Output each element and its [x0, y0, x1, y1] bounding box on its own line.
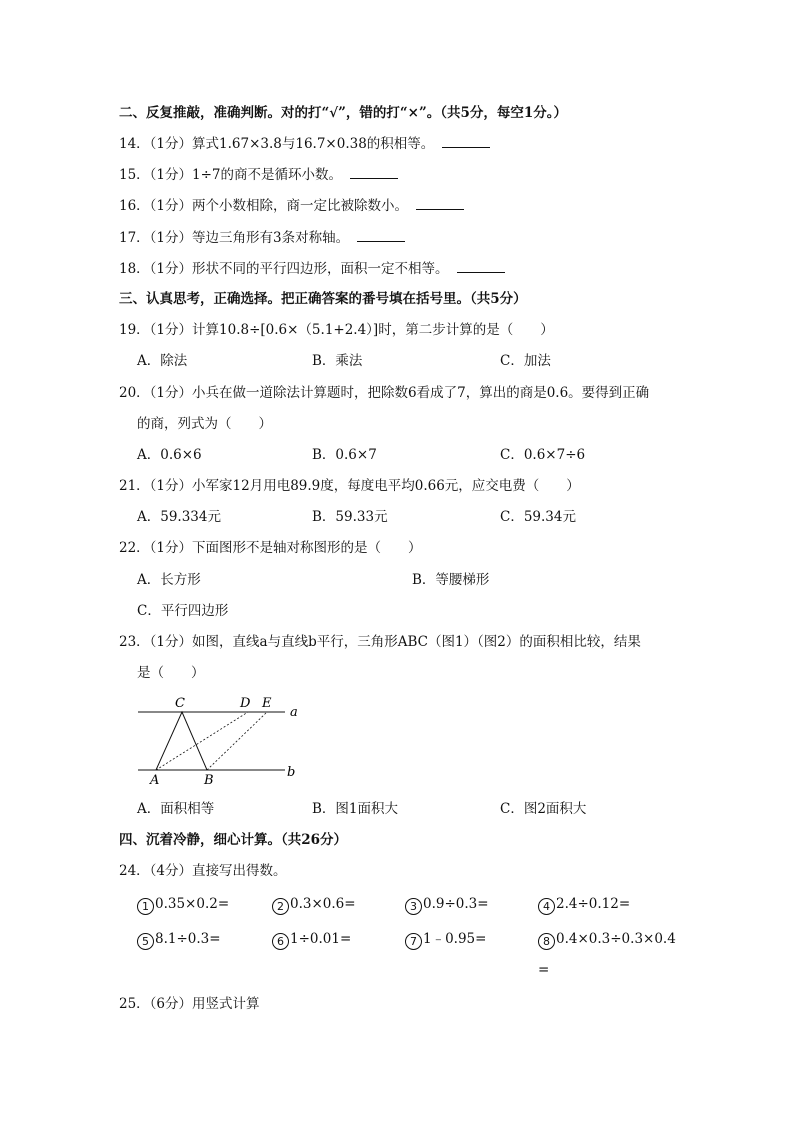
question-24: 24．（4分）直接写出得数。 — [119, 863, 287, 879]
label-e: E — [262, 696, 272, 711]
circled-number: 3 — [405, 898, 422, 915]
question-20-cont: 的商，列式为（ ） — [137, 416, 272, 432]
question-16 — [119, 197, 464, 215]
question-23-cont: 是（ ） — [137, 665, 205, 681]
option-b[interactable]: B．等腰梯形 — [412, 572, 490, 588]
option-b[interactable]: B．59.33元 — [312, 509, 388, 525]
label-a-point: A — [150, 773, 160, 788]
parallel-lines-figure — [130, 690, 310, 790]
calc-item-8 — [538, 930, 676, 950]
question-15 — [119, 166, 398, 184]
label-d: D — [240, 696, 251, 711]
option-c[interactable]: C．平行四边形 — [137, 603, 229, 619]
dashed-line-be — [207, 712, 267, 770]
calc-expression: 1÷0.01= — [290, 931, 352, 947]
question-25: 25．（6分）用竖式计算 — [119, 996, 260, 1012]
circled-number: 1 — [137, 898, 154, 915]
dashed-line-ad — [156, 712, 248, 770]
option-c[interactable]: C．0.6×7÷6 — [500, 447, 586, 463]
option-b[interactable]: B．图1面积大 — [312, 801, 399, 817]
question-21: 21．（1分）小军家12月用电89.9度，每度电平均0.66元，应交电费（ ） — [119, 478, 580, 494]
label-b-line: b — [287, 765, 296, 780]
circled-number: 8 — [538, 933, 555, 950]
question-text: 14．（1分）算式1.67×3.8与16.7×0.38的积相等。 — [119, 136, 435, 152]
calc-item-4 — [538, 895, 630, 915]
calc-item-2 — [272, 895, 356, 915]
calc-item-8-equals: = — [538, 962, 550, 978]
calc-expression: 8.1÷0.3= — [155, 931, 221, 947]
question-22: 22．（1分）下面图形不是轴对称图形的是（ ） — [119, 540, 422, 556]
question-14 — [119, 135, 490, 153]
answer-blank[interactable] — [416, 197, 464, 210]
calc-item-3 — [405, 895, 489, 915]
question-17 — [119, 229, 405, 247]
option-c[interactable]: C．图2面积大 — [500, 801, 587, 817]
calc-expression: 0.3×0.6= — [290, 896, 356, 912]
calc-expression: 2.4÷0.12= — [556, 896, 631, 912]
question-20: 20．（1分）小兵在做一道除法计算题时，把除数6看成了7，算出的商是0.6。要得到正确 — [119, 385, 650, 401]
question-23: 23．（1分）如图，直线a与直线b平行，三角形ABC（图1）（图2）的面积相比较，结果 — [119, 634, 641, 650]
circled-number: 4 — [538, 898, 555, 915]
section-heading: 四、沉着冷静，细心计算。（共26分） — [119, 832, 348, 848]
question-text: 15．（1分）1÷7的商不是循环小数。 — [119, 167, 343, 183]
option-a[interactable]: A．长方形 — [137, 572, 201, 588]
question-text: 18．（1分）形状不同的平行四边形，面积一定不相等。 — [119, 261, 449, 277]
calc-item-6 — [272, 930, 351, 950]
calc-expression: 0.35×0.2= — [155, 896, 230, 912]
option-c[interactable]: C．加法 — [500, 353, 551, 369]
option-a[interactable]: A．0.6×6 — [137, 447, 202, 463]
calc-item-1 — [137, 895, 229, 915]
option-a[interactable]: A．59.334元 — [137, 509, 221, 525]
calc-expression: 1﹣0.95= — [423, 931, 487, 947]
label-a-line: a — [290, 705, 298, 720]
section-heading: 三、认真思考，正确选择。把正确答案的番号填在括号里。（共5分） — [119, 291, 527, 307]
question-18 — [119, 260, 505, 278]
label-c: C — [175, 696, 185, 711]
circled-number: 7 — [405, 933, 422, 950]
option-b[interactable]: B．乘法 — [312, 353, 363, 369]
option-a[interactable]: A．除法 — [137, 353, 188, 369]
circled-number: 2 — [272, 898, 289, 915]
calc-expression: 0.9÷0.3= — [423, 896, 489, 912]
calc-expression: 0.4×0.3÷0.3×0.4 — [556, 931, 676, 947]
label-b-point: B — [204, 773, 214, 788]
answer-blank[interactable] — [350, 166, 398, 179]
option-b[interactable]: B．0.6×7 — [312, 447, 377, 463]
triangle-abc — [156, 712, 207, 770]
question-text: 16．（1分）两个小数相除，商一定比被除数小。 — [119, 198, 409, 214]
question-19: 19．（1分）计算10.8÷[0.6×（5.1+2.4）]时，第二步计算的是（ ） — [119, 322, 554, 338]
calc-item-7 — [405, 930, 486, 950]
answer-blank[interactable] — [442, 135, 490, 148]
question-text: 17．（1分）等边三角形有3条对称轴。 — [119, 230, 350, 246]
answer-blank[interactable] — [457, 260, 505, 273]
option-a[interactable]: A．面积相等 — [137, 801, 215, 817]
answer-blank[interactable] — [357, 229, 405, 242]
calc-item-5 — [137, 930, 221, 950]
circled-number: 6 — [272, 933, 289, 950]
option-c[interactable]: C．59.34元 — [500, 509, 576, 525]
section-heading: 二、反复推敲，准确判断。对的打“√”，错的打“×”。（共5分，每空1分。） — [119, 105, 568, 121]
circled-number: 5 — [137, 933, 154, 950]
